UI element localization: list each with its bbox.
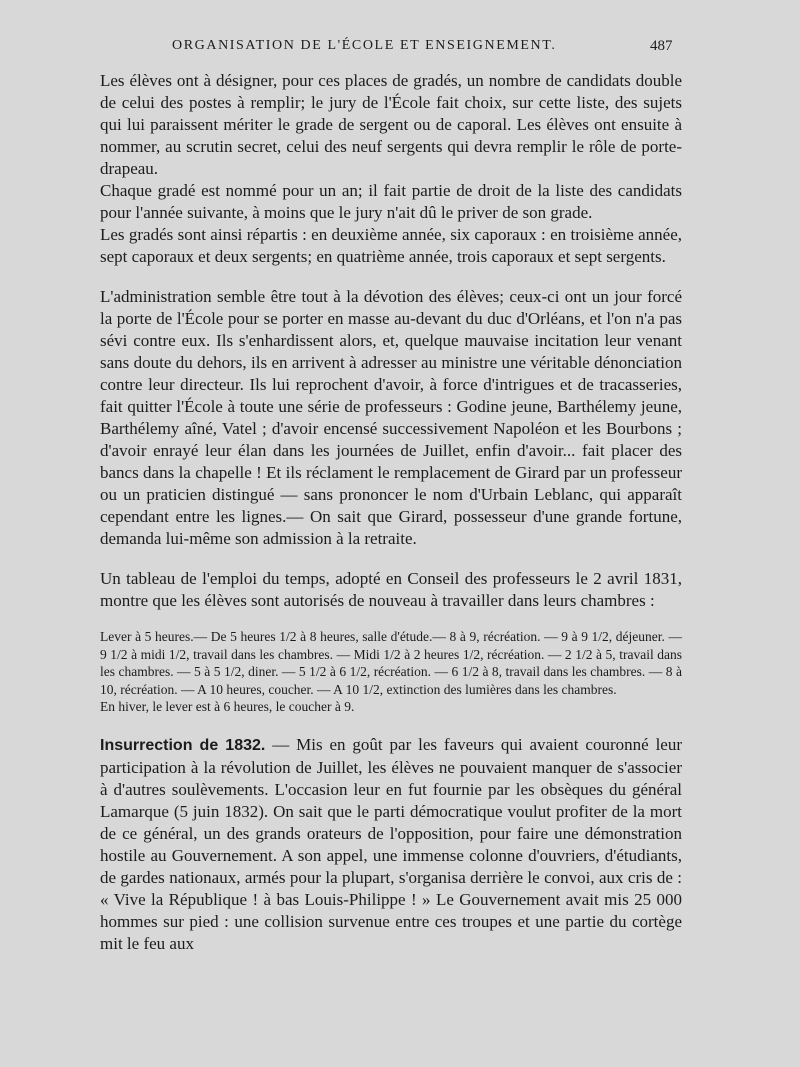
- paragraph-gradés-selection: Les élèves ont à désigner, pour ces places de gradés, un nombre de candidats double de celui des postes à remplir; le jury de l'École fait choix, sur cette liste, des sujets qui lui paraissent mériter le grade de sergent ou de caporal. Les élèves ont ensuite à nommer, au scrutin secret, celui des neuf sergents qui devra remplir le rôle de porte-drapeau.: [100, 71, 682, 178]
- running-title: ORGANISATION DE L'ÉCOLE ET ENSEIGNEMENT.: [172, 38, 557, 53]
- paragraph-emploi-du-temps: Un tableau de l'emploi du temps, adopté en Conseil des professeurs le 2 avril 1831, montre que les élèves sont autorisés de nouveau à travailler dans leurs chambres :: [100, 569, 682, 610]
- body-text: [100, 70, 682, 955]
- paragraph-gradé-term: Chaque gradé est nommé pour un an; il fait partie de droit de la liste des candidats pour l'année suivante, à moins que le jury n'ait dû le priver de son grade.: [100, 181, 682, 222]
- paragraph-gradés-repartition: Les gradés sont ainsi répartis : en deuxième année, six caporaux : en troisième année, sept caporaux et deux sergents; en quatrième année, trois caporaux et sept sergents.: [100, 225, 682, 266]
- running-head: [0, 38, 800, 58]
- schedule-block: [100, 628, 682, 716]
- section-gap: [100, 716, 682, 734]
- schedule-text: Lever à 5 heures.— De 5 heures 1/2 à 8 heures, salle d'étude.— 8 à 9, récréation. — 9 à 9 1/2, déjeuner. — 9 1/2 à midi 1/2, travail dans les chambres. — Midi 1/2 à 2 heures 1/2, récréation. — 2 1/2 à 5, travail dans les chambres. — 5 à 5 1/2, diner. — 5 1/2 à 6 1/2, récréation. — 6 1/2 à 8, travail dans les chambres. — 8 à 10, récréation. — A 10 heures, coucher. — A 10 1/2, extinction des lumières dans les chambres.: [100, 629, 682, 697]
- section-insurrection: [100, 734, 682, 955]
- section-gap: [100, 550, 682, 568]
- section-text: — Mis en goût par les faveurs qui avaient couronné leur participation à la révolution de Juillet, les élèves ne pouvaient manquer de s'associer à d'autres soulèvements. L'occasion leur en fut fournie par les obsèques du général Lamarque (5 juin 1832). On sait que le parti démocratique voulut profiter de la mort de ce général, un des grands orateurs de l'opposition, pour faire une démonstration hostile au Gouvernement. A son appel, une immense colonne d'ouvriers, d'étudiants, de gardes nationaux, armés pour la plupart, s'organisa derrière le convoi, aux cris de : « Vive la République ! à bas Louis-Philippe ! » Le Gouvernement avait mis 25 000 hommes sur pied : une collision survenue entre ces troupes et une partie du cortège mit le feu aux: [100, 734, 682, 953]
- paragraph-administration: L'administration semble être tout à la dévotion des élèves; ceux-ci ont un jour forcé la porte de l'École pour se porter en masse au-devant du duc d'Orléans, et l'on n'a pas sévi contre eux. Ils s'enhardissent alors, et, quelque mauvaise incitation leur venant sans doute du dehors, ils en arrivent à adresser au ministre une véritable dénonciation contre leur directeur. Ils lui reprochent d'avoir, à force d'intrigues et de tracasseries, fait quitter l'École à toute une série de professeurs : Godine jeune, Barthélemy jeune, Barthélemy aîné, Vatel ; d'avoir encensé successivement Napoléon et les Bourbons ; d'avoir enrayé leur élan dans les journées de Juillet, enfin d'avoir... fait placer des bancs dans la chapelle ! Et ils réclament le remplacement de Girard par un professeur ou un praticien distingué — sans prononcer le nom d'Urbain Leblanc, qui apparaît cependant entre les lignes.— On sait que Girard, possesseur d'une grande fortune, demanda lui-même son admission à la retraite.: [100, 287, 682, 548]
- schedule-winter: En hiver, le lever est à 6 heures, le coucher à 9.: [100, 699, 355, 714]
- section-gap: [100, 268, 682, 286]
- section-heading: Insurrection de 1832.: [100, 736, 266, 754]
- page-number: 487: [650, 38, 673, 54]
- section-gap: [100, 612, 682, 626]
